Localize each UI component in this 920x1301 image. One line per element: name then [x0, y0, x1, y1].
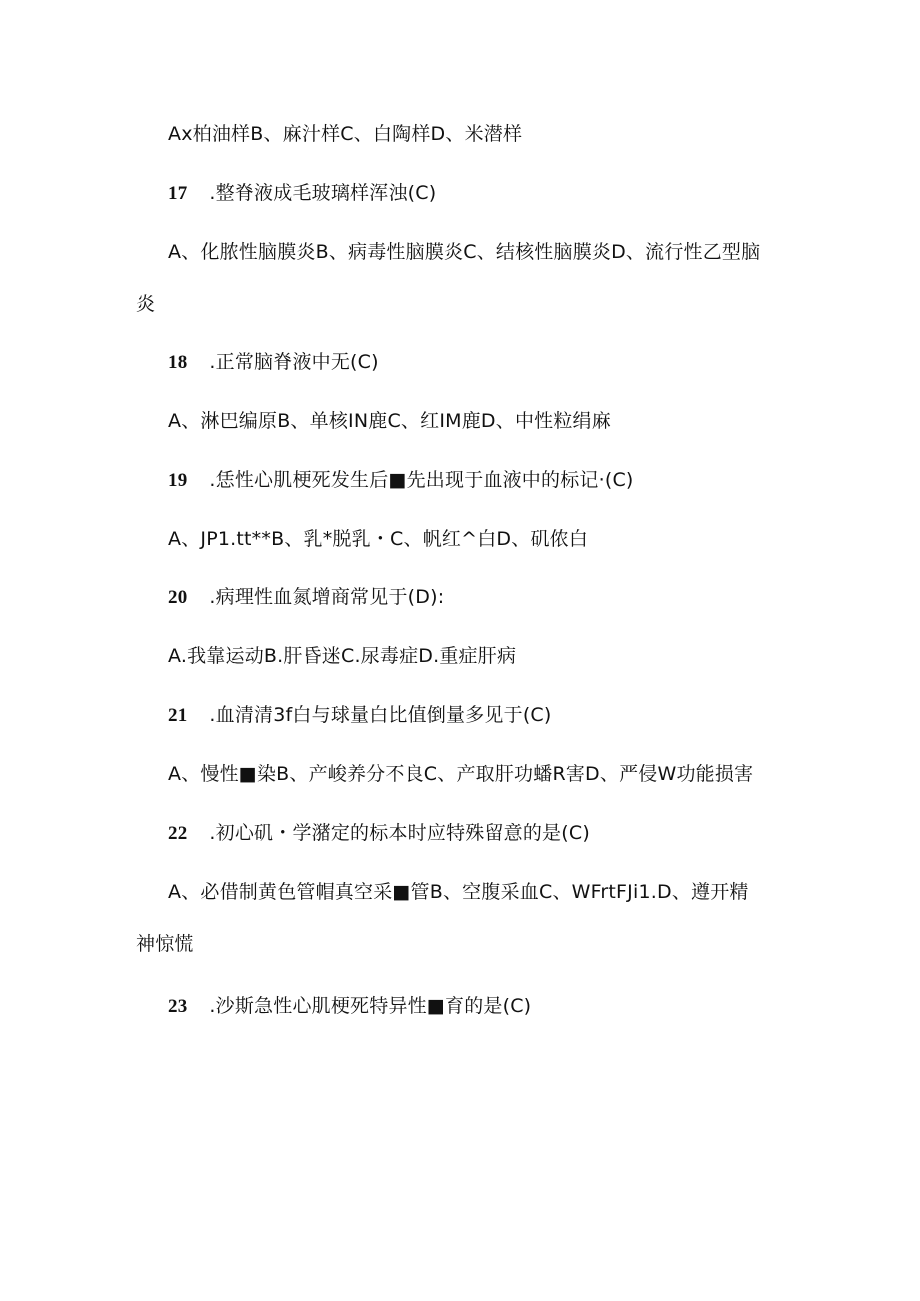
answer-options-20: A.我靠运动B.肝昏迷C.尿毒症D.重症肝病	[168, 645, 517, 667]
question-number: 22	[168, 823, 188, 844]
question-text: .沙斯急性心肌梗死特异性■育的是(C)	[209, 995, 532, 1017]
question-text: .病理性血氮增商常见于(D):	[209, 586, 445, 608]
answer-options-17: A、化脓性脑膜炎B、病毒性脑膜炎C、结核性脑膜炎D、流行性乙型脑	[168, 241, 761, 263]
question-text: .整脊液成毛玻璃样浑浊(C)	[209, 182, 437, 204]
question-number: 17	[168, 183, 188, 204]
question-number: 19	[168, 470, 188, 491]
question-18	[168, 349, 828, 376]
question-22	[168, 820, 828, 847]
answer-options-22-continued: 神惊慌	[136, 933, 194, 955]
question-text: .恁性心肌梗死发生后■先出现于血液中的标记·(C)	[209, 469, 634, 491]
question-number: 23	[168, 996, 188, 1017]
question-19	[168, 467, 828, 494]
question-text: .血清清3f白与球量白比值倒量多见于(C)	[209, 704, 552, 726]
question-number: 21	[168, 705, 188, 726]
question-number: 18	[168, 352, 188, 373]
question-17	[168, 180, 828, 207]
answer-options-16: Ax柏油样B、麻汁样C、白陶样D、米潜样	[168, 123, 523, 145]
answer-options-18: A、淋巴编原B、单核IN鹿C、红IM鹿D、中性粒绢麻	[168, 410, 611, 432]
question-23	[168, 993, 828, 1020]
answer-options-22: A、必借制黄色管帽真空采■管B、空腹采血C、WFrtFJi1.D、遵开精	[168, 881, 749, 903]
question-20	[168, 584, 828, 611]
answer-options-19: A、JP1.tt**B、乳*脱乳・C、帆红^白D、矶侬白	[168, 528, 589, 550]
question-text: .初心矶・学潴定的标本时应特殊留意的是(C)	[209, 822, 590, 844]
answer-options-17-continued: 炎	[136, 293, 156, 315]
question-21	[168, 702, 828, 729]
question-text: .正常脑脊液中无(C)	[209, 351, 379, 373]
answer-options-21: A、慢性■染B、产峻养分不良C、产取肝功蟠R害D、严侵W功能损害	[168, 763, 754, 785]
question-number: 20	[168, 587, 188, 608]
